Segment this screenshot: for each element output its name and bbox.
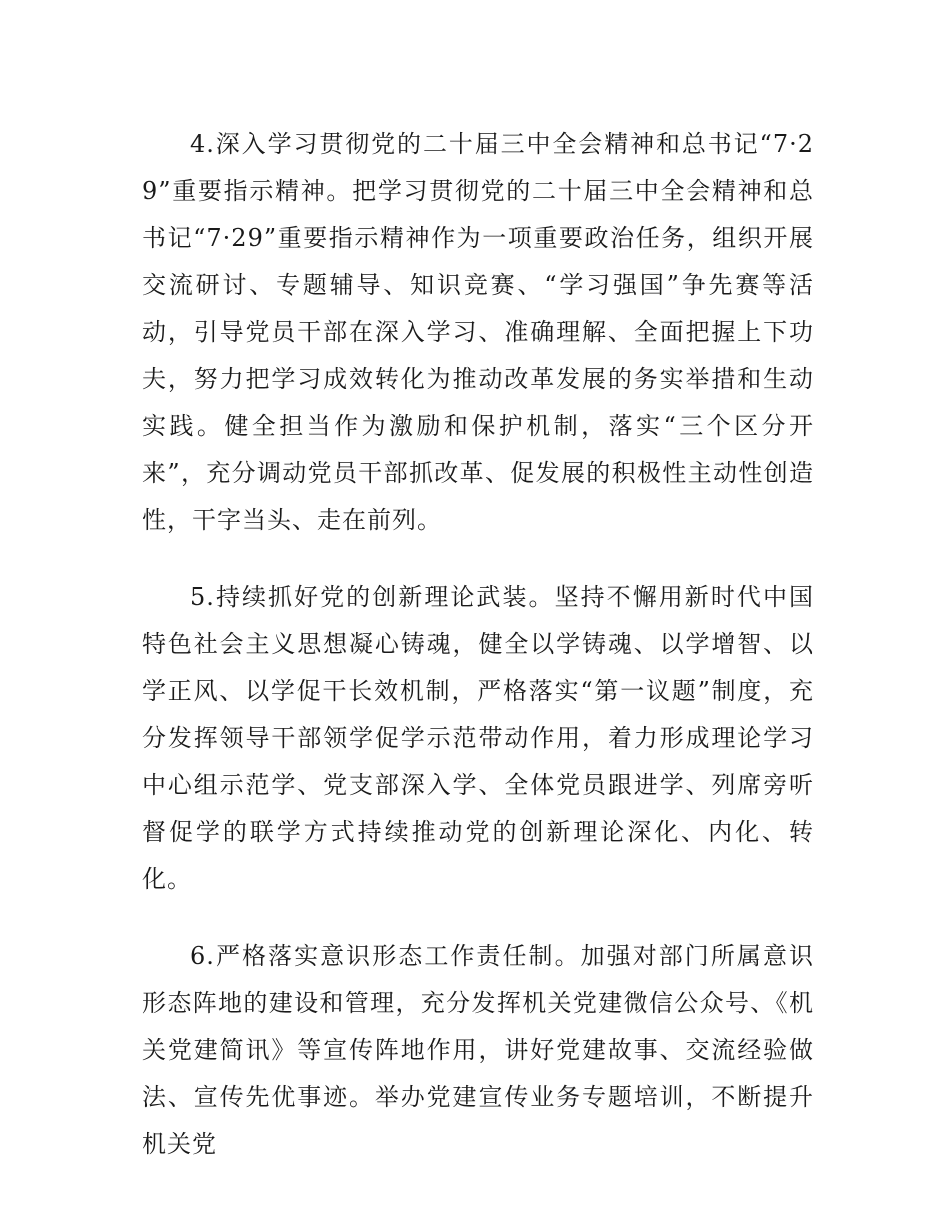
document-body: [142, 121, 814, 1168]
paragraph-5: 5.持续抓好党的创新理论武装。坚持不懈用新时代中国特色社会主义思想凝心铸魂，健全以学铸魂、以学增智、以学正风、以学促干长效机制，严格落实“第一议题”制度，充分发挥领导干部领学促学示范带动作用，着力形成理论学习中心组示范学、党支部深入学、全体党员跟进学、列席旁听督促学的联学方式持续推动党的创新理论深化、内化、转化。: [142, 583, 814, 893]
paragraph-4: 4.深入学习贯彻党的二十届三中全会精神和总书记“7·29”重要指示精神。把学习贯彻党的二十届三中全会精神和总书记“7·29”重要指示精神作为一项重要政治任务，组织开展交流研讨、专题辅导、知识竞赛、“学习强国”争先赛等活动，引导党员干部在深入学习、准确理解、全面把握上下功夫，努力把学习成效转化为推动改革发展的务实举措和生动实践。健全担当作为激励和保护机制，落实“三个区分开来”，充分调动党员干部抓改革、促发展的积极性主动性创造性，干字当头、走在前列。: [142, 130, 814, 534]
paragraph-6: 6.严格落实意识形态工作责任制。加强对部门所属意识形态阵地的建设和管理，充分发挥机关党建微信公众号、《机关党建简讯》等宣传阵地作用，讲好党建故事、交流经验做法、宣传先优事迹。举办党建宣传业务专题培训，不断提升机关党: [142, 942, 814, 1158]
